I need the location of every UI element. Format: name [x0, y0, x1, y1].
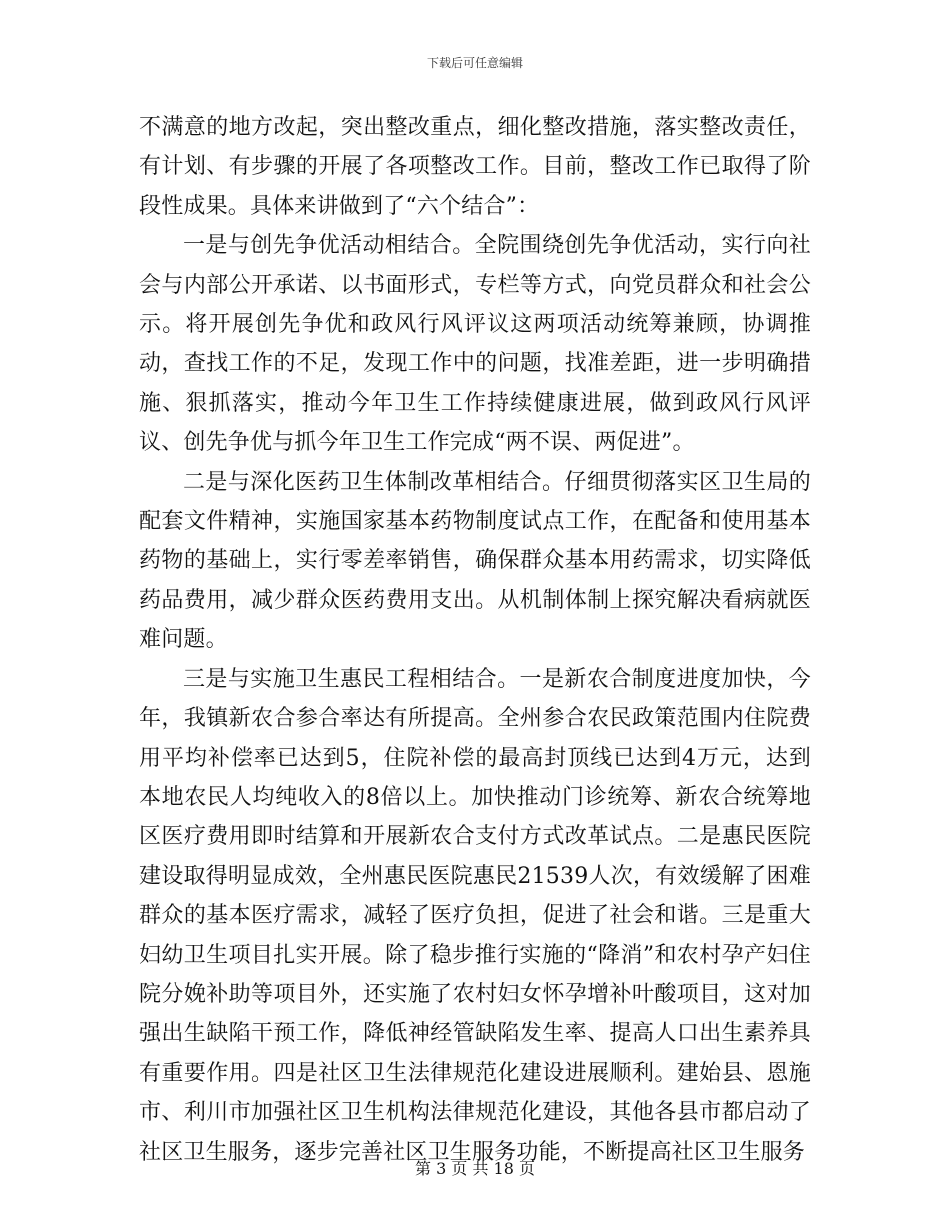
page-number-footer: 第 3 页 共 18 页 — [415, 1159, 535, 1178]
paragraph-third-combination: 三是与实施卫生惠民工程相结合。一是新农合制度进度加快，今年，我镇新农合参合率达有所提高。全州参合农民政策范围内住院费用平均补偿率已达到5，住院补偿的最高封顶线已达到4万元，达到本地农民人均纯收入的8倍以上。加快推动门诊统筹、新农合统筹地区医疗费用即时结算和开展新农合支付方式改革试点。二是惠民医院建设取得明显成效，全州惠民医院惠民21539人次，有效缓解了困难群众的基本医疗需求，减轻了医疗负担，促进了社会和谐。三是重大妇幼卫生项目扎实开展。除了稳步推行实施的“降消”和农村孕产妇住院分娩补助等项目外，还实施了农村妇女怀孕增补叶酸项目，这对加强出生缺陷干预工作，降低神经管缺陷发生率、提高人口出生素养具有重要作用。四是社区卫生法律规范化建设进展顺利。建始县、恩施市、利川市加强社区卫生机构法律规范化建设，其他各县市都启动了社区卫生服务，逐步完善社区卫生服务功能，不断提高社区卫生服务 — [139, 666, 811, 1165]
paragraph-first-combination: 一是与创先争优活动相结合。全院围绕创先争优活动，实行向社会与内部公开承诺、以书面形式，专栏等方式，向党员群众和社会公示。将开展创先争优和政风行风评议这两项活动统筹兼顾，协调推动，查找工作的不足，发现工作中的问题，找准差距，进一步明确措施、狠抓落实，推动今年卫生工作持续健康进展，做到政风行风评议、创先争优与抓今年卫生工作完成“两不误、两促进”。 — [139, 233, 811, 456]
page-header-note: 下载后可任意编辑 — [426, 56, 523, 70]
paragraph-continuation: 不满意的地方改起，突出整改重点，细化整改措施，落实整改责任，有计划、有步骤的开展了各项整改工作。目前，整改工作已取得了阶段性成果。具体来讲做到了“六个结合”： — [139, 115, 811, 219]
document-body — [139, 108, 811, 1172]
paragraph-second-combination: 二是与深化医药卫生体制改革相结合。仔细贯彻落实区卫生局的配套文件精神，实施国家基本药物制度试点工作，在配备和使用基本药物的基础上，实行零差率销售，确保群众基本用药需求，切实降低药品费用，减少群众医药费用支出。从机制体制上探究解决看病就医难问题。 — [139, 469, 811, 653]
